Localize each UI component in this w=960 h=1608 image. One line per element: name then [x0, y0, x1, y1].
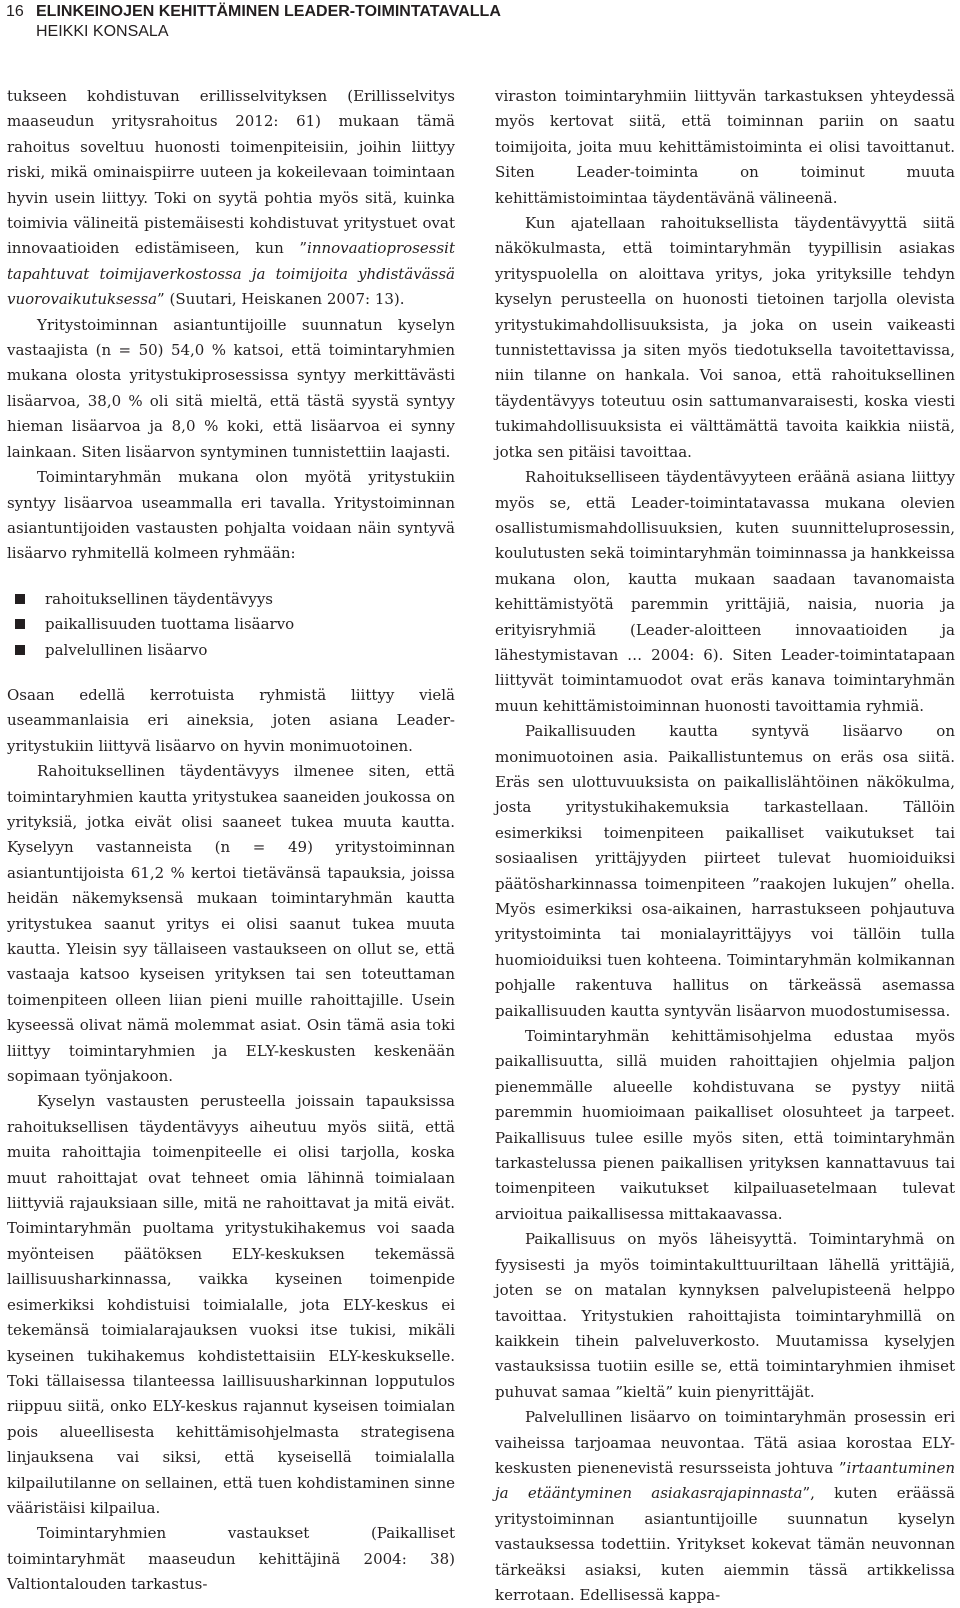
paragraph: tukseen kohdistuvan erillisselvityksen (Erillisselvitys maaseudun yritysrahoitus 2012: 61) mukaan tämä rahoitus soveltuu huonosti toimenpiteisiin, joihin liittyy riski, mikä ominaispiirre uuteen ja kokeilevaan toimintaan hyvin usein liittyy. Toki on syytä pohtia myös sitä, kuinka toimivia välineitä pistemäisesti kohdistuvat yritystuet ovat innovaatioiden edistämiseen, kun ”innovaatioprosessit tapahtuvat toimijaverkostossa ja toimijoita yhdistävässä vuorovaikutuksessa” (Suutari, Heiskanen 2007: 13). [7, 87, 455, 309]
square-bullet-icon [15, 645, 25, 655]
list-item: paikallisuuden tuottama lisäarvo [7, 612, 455, 637]
paragraph: Toimintaryhmän kehittämisohjelma edustaa myös paikallisuutta, sillä muiden rahoittajien ohjelmia paljon pienemmälle alueelle kohdistuvana se pystyy niitä paremmin huomioimaan paikalliset olosuhteet ja tarpeet. Paikallisuus tulee esille myös siten, että toimintaryhmän tarkastelussa pienen paikallisen yrityksen kannattavuus tai toimenpiteen vaikutukset kilpailuasetelmaan tulevat arvioitua paikallisessa mittakaavassa. [495, 1027, 955, 1223]
quotation: innovaatioprosessit tapahtuvat toimijaverkostossa ja toimijoita yhdistävässä vuorovaikutuksessa [7, 239, 455, 309]
running-title: ELINKEINOJEN KEHITTÄMINEN LEADER-TOIMINTATAVALLA [36, 3, 501, 20]
right-column [495, 84, 955, 1608]
paragraph: Rahoituksellinen täydentävyys ilmenee siten, että toimintaryhmien kautta yritystukea saaneiden joukossa on yrityksiä, jotka eivät olisi saaneet tukea muuta kautta. Kyselyyn vastanneista (n = 49) yritystoiminnan asiantuntijoista 61,2 % kertoi tietävänsä tapauksia, joissa heidän näkemyksensä mukaan toimintaryhmän kautta yritystukea saanut yritys ei olisi saanut tukea muuta kautta. Yleisin syy tällaiseen vastaukseen on ollut se, että vastaaja katsoo kyseisen yrityksen tai sen toteuttaman toimenpiteen olleen liian pieni muille rahoittajille. Usein kyseessä olivat nämä molemmat asiat. Osin tämä asia toki liittyy toimintaryhmien ja ELY-keskusten keskenään sopimaan työnjakoon. [7, 762, 455, 1086]
list-item: rahoituksellinen täydentävyys [7, 587, 455, 612]
paragraph: Paikallisuuden kautta syntyvä lisäarvo on monimuotoinen asia. Paikallistuntemus on eräs osa siitä. Eräs sen ulottuvuuksista on paikallislähtöinen näkökulma, josta yritystukihakemuksia tarkastellaan. Tällöin esimerkiksi toimenpiteen paikalliset vaikutukset tai sosiaalisen yrittäjyyden piirteet tulevat huomioiduiksi päätösharkinnassa toimenpiteen ”raakojen lukujen” ohella. Myös esimerkiksi osa-aikainen, harrastukseen pohjautuva yritystoiminta tai monialayrittäjyys voi tällöin tulla huomioiduiksi tuen kohteena. Toimintaryhmän kolmikannan pohjalle rakentuva hallitus on tärkeässä asemassa paikallisuuden kautta syntyvän lisäarvon muodostumisessa. [495, 722, 955, 1020]
running-title-block [36, 2, 501, 42]
paragraph: Osaan edellä kerrotuista ryhmistä liittyy vielä useammanlaisia eri aineksia, joten asiana Leader-yritystukiin liittyvä lisäarvo on hyvin monimuotoinen. [7, 685, 455, 755]
left-column [7, 84, 455, 1598]
paragraph: Toimintaryhmien vastaukset (Paikalliset toimintaryhmät maaseudun kehittäjinä 2004: 38) Valtiontalouden tarkastus- [7, 1524, 455, 1594]
paragraph: Yritystoiminnan asiantuntijoille suunnatun kyselyn vastaajista (n = 50) 54,0 % katsoi, että toimintaryhmien mukana olosta yritystukiprosessissa syntyy merkittävästi lisäarvoa, 38,0 % oli sitä mieltä, että tästä syystä syntyy hieman lisäarvoa ja 8,0 % koki, että lisäarvoa ei synny lainkaan. Siten lisäarvon syntyminen tunnistettiin laajasti. [7, 315, 455, 461]
list-item: palvelullinen lisäarvo [7, 638, 455, 663]
quotation: irtaantuminen ja etääntyminen asiakasrajapinnasta [495, 1458, 955, 1503]
paragraph: Kyselyn vastausten perusteella joissain tapauksissa rahoituksellisen täydentävyys aiheutuu myös siitä, että muita rahoittajia toimenpiteelle ei olisi tarjolla, koska muut rahoittajat ovat tehneet omia lähinnä toimialaan liittyviä rajauksiaan sille, mitä ne rahoittavat ja mitä eivät. Toimintaryhmän puoltama yritystukihakemus voi saada myönteisen päätöksen ELY-keskuksen tekemässä laillisuusharkinnassa, vaikka kyseinen toimenpide esimerkiksi kohdistuisi toimialalle, jota ELY-keskus ei tekemänsä toimialarajauksen vuoksi itse tukisi, mikäli kyseinen tukihakemus kohdistettaisiin ELY-keskukselle. Toki tällaisessa tilanteessa laillisuusharkinnan lopputulos riippuu siitä, onko ELY-keskus rajannut kyseisen toimialan pois alueellisesta kehittämisohjelmasta strategisena linjauksena vai siksi, että kyseisellä toimialalla kilpailutilanne on sellainen, että tuen kohdistaminen sinne vääristäisi kilpailua. [7, 1092, 455, 1517]
square-bullet-icon [15, 619, 25, 629]
paragraph: Palvelullinen lisäarvo on toimintaryhmän prosessin eri vaiheissa tarjoamaa neuvontaa. Tätä asiaa korostaa ELY-keskusten pienenevistä resursseista johtuva ”irtaantuminen ja etääntyminen asiakasrajapinnasta”, kuten eräässä yritystoiminnan asiantuntijoille suunnatun kyselyn vastauksessa todettiin. Yritykset kokevat tämän neuvonnan tärkeäksi asiaksi, kuten aiemmin tässä artikkelissa kerrotaan. Edellisessä kappa- [495, 1408, 956, 1604]
paragraph: Kun ajatellaan rahoituksellista täydentävyyttä siitä näkökulmasta, että toimintaryhmän tyypillisin asiakas yrityspuolella on aloittava yritys, joka yrityksille tehdyn kyselyn perusteella on huonosti tietoinen tarjolla olevista yritystukimahdollisuuksista, ja joka on usein vaikeasti tunnistettavissa ja siten myös tiedotuksella tavoitettavissa, niin tilanne on hankala. Voi sanoa, että rahoituksellinen täydentävyys toteutuu osin sattumanvaraisesti, koska viesti tukimahdollisuuksista ei välttämättä tavoita kaikkia niistä, jotka sen pitäisi tavoittaa. [495, 214, 955, 461]
paragraph: Paikallisuus on myös läheisyyttä. Toimintaryhmä on fyysisesti ja myös toimintakulttuuriltaan lähellä yrittäjiä, joten se on matalan kynnyksen palvelupisteenä helppo tavoittaa. Yritystukien rahoittajista toimintaryhmillä on kaikkein tihein palveluverkosto. Muutamissa kyselyjen vastauksissa tuotiin esille se, että toimintaryhmien ihmiset puhuvat samaa ”kieltä” kuin pienyrittäjät. [495, 1230, 955, 1401]
paragraph: viraston toimintaryhmiin liittyvän tarkastuksen yhteydessä myös kertovat siitä, että toiminnan pariin on saatu toimijoita, joita muu kehittämistoiminta ei olisi tavoittanut. Siten Leader-toiminta on toiminut muuta kehittämistoimintaa täydentävänä välineenä. [495, 87, 955, 207]
running-author: HEIKKI KONSALA [36, 23, 169, 40]
page-number: 16 [6, 3, 24, 20]
bullet-list [7, 587, 455, 663]
paragraph: Toimintaryhmän mukana olon myötä yritystukiin syntyy lisäarvoa useammalla eri tavalla. Yritystoiminnan asiantuntijoiden vastausten pohjalta voidaan näin syntyvä lisäarvo ryhmitellä kolmeen ryhmään: [7, 468, 455, 563]
square-bullet-icon [15, 594, 25, 604]
paragraph: Rahoitukselliseen täydentävyyteen eräänä asiana liittyy myös se, että Leader-toimintatavassa mukana olevien osallistumismahdollisuuksien, kuten suunnitteluprosessin, koulutusten sekä toimintaryhmän toiminnassa ja hankkeissa mukana olon, kautta mukaan saadaan tavanomaista kehittämistyötä paremmin yrittäjiä, naisia, nuoria ja erityisryhmiä (Leader-aloitteen innovaatioiden ja lähestymistavan … 2004: 6). Siten Leader-toimintatapaan liittyvät toimintamuodot ovat eräs kanava toimintaryhmän muun kehittämistoiminnan huonosti tavoittamia ryhmiä. [495, 468, 955, 715]
